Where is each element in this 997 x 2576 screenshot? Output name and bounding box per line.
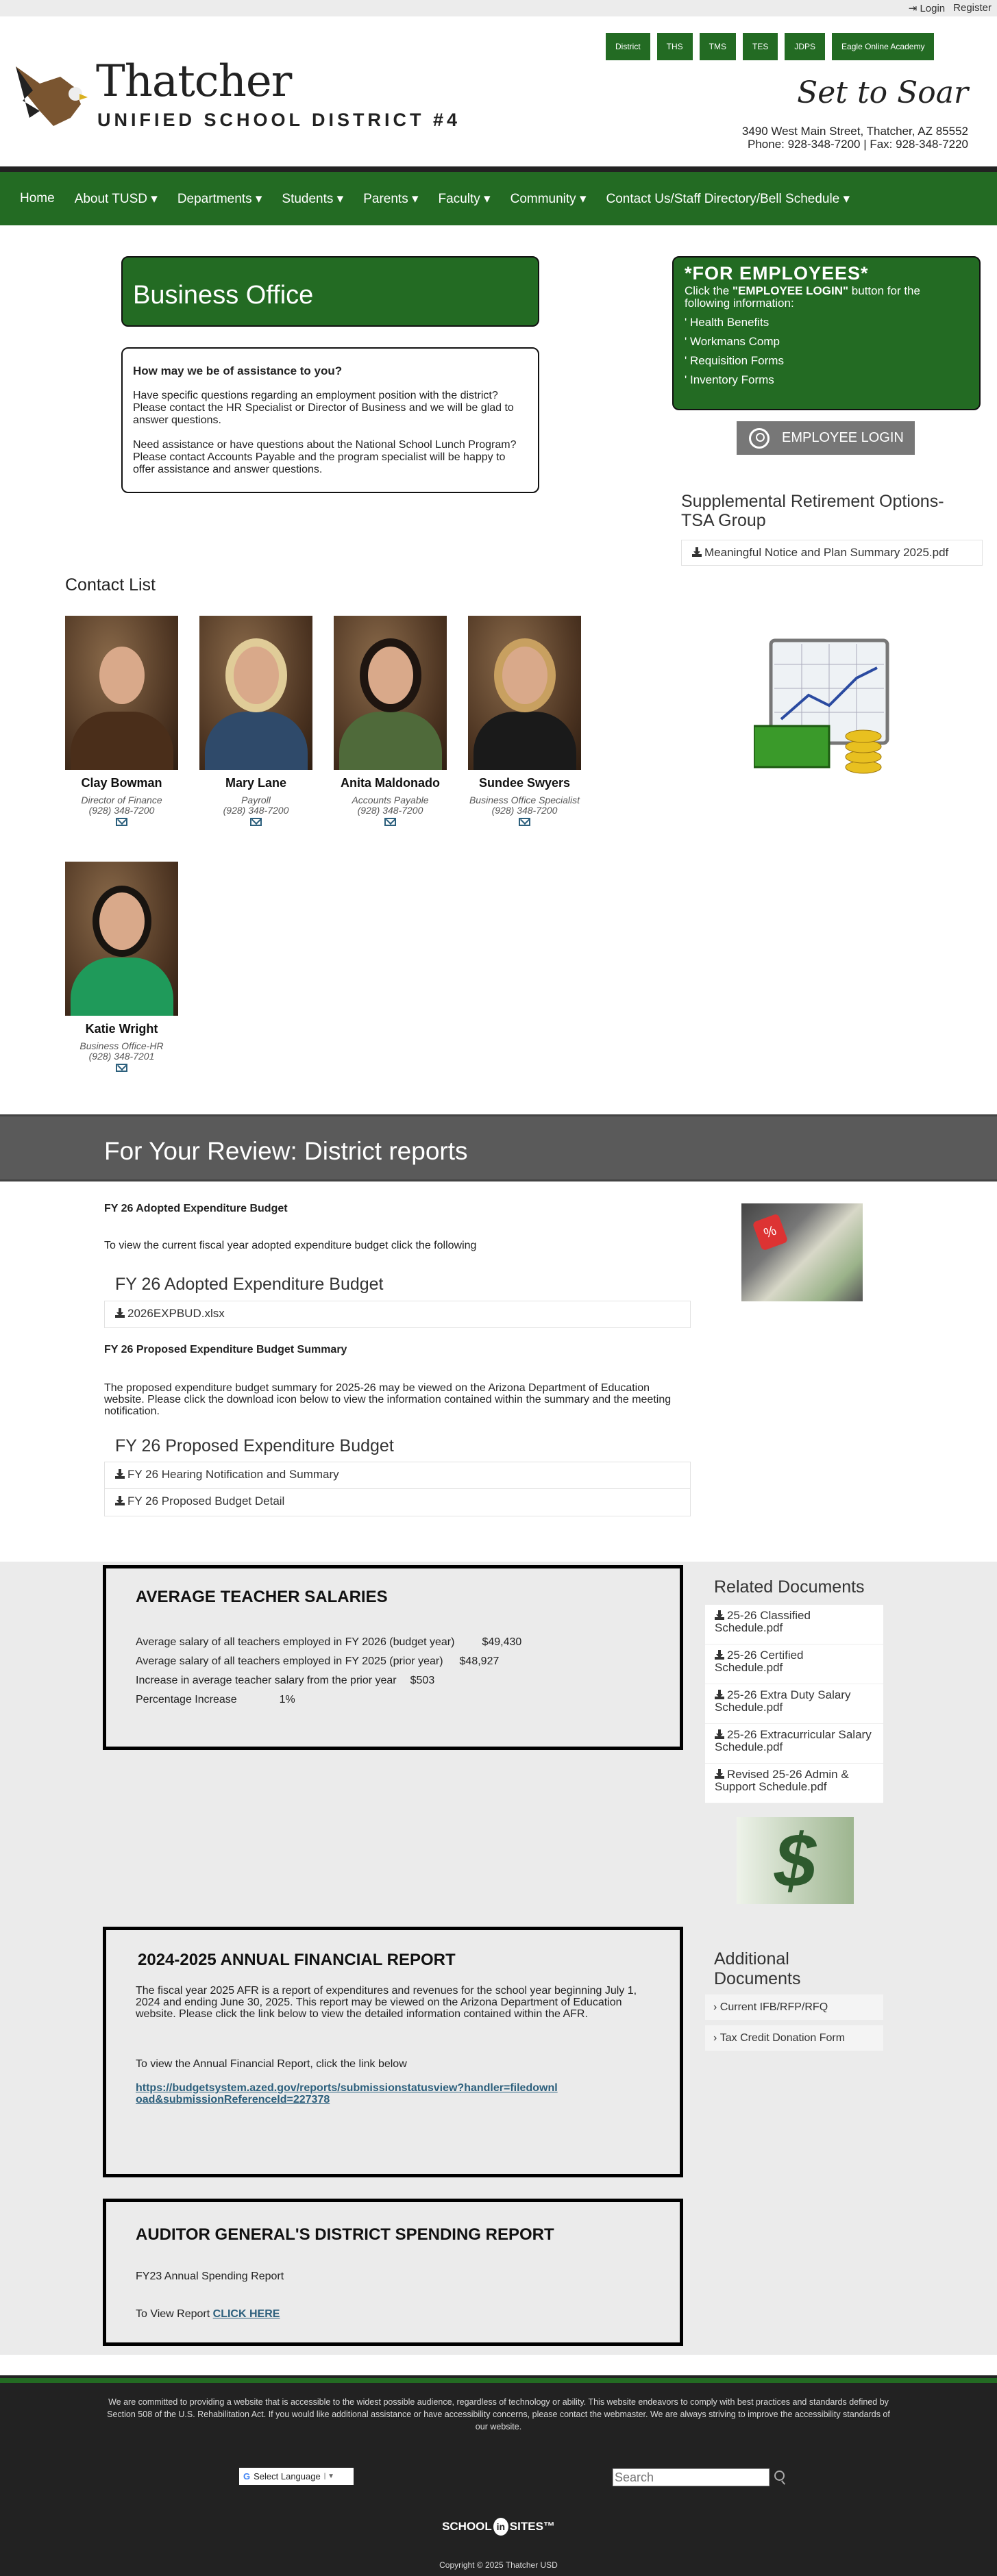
contact-card: [199, 616, 312, 829]
contact-role: Director of Finance: [81, 795, 162, 805]
contact-address: [742, 125, 968, 151]
afr-title: 2024-2025 ANNUAL FINANCIAL REPORT: [138, 1951, 456, 1969]
contact-phone: (928) 348-7201: [88, 1051, 155, 1062]
contact-name: Mary Lane: [225, 776, 287, 790]
salary-row: [136, 1652, 650, 1671]
doc-label: Current IFB/RFP/RFQ: [719, 2001, 828, 2013]
related-doc-link[interactable]: [705, 1605, 883, 1645]
employees-intro: [685, 285, 968, 310]
employee-item: ' Workmans Comp: [685, 335, 780, 348]
adopted-heading: FY 26 Adopted Expenditure Budget: [104, 1203, 288, 1214]
download-icon: [715, 1690, 724, 1699]
review-banner: [0, 1114, 997, 1181]
download-icon: [715, 1610, 724, 1620]
supplemental-section: [681, 492, 983, 566]
doc-label: FY 26 Proposed Budget Detail: [127, 1495, 285, 1508]
employees-title: *FOR EMPLOYEES*: [685, 263, 869, 284]
contact-role: Payroll: [241, 795, 271, 805]
budget-calculator-image: %: [741, 1203, 863, 1301]
salaries-box: [103, 1565, 683, 1750]
adopted-list-title: FY 26 Adopted Expenditure Budget: [115, 1275, 384, 1294]
school-button-eoa[interactable]: Eagle Online Academy: [832, 33, 934, 60]
footer-green-stripe: [0, 2378, 997, 2383]
doc-label: Revised 25-26 Admin & Support Schedule.pdf: [715, 1768, 849, 1793]
salary-value: $49,430: [482, 1636, 522, 1648]
employees-box: [672, 256, 981, 410]
doc-label: 25-26 Extra Duty Salary Schedule.pdf: [715, 1688, 851, 1714]
nav-home[interactable]: Home: [20, 191, 55, 205]
salary-label: Average salary of all teachers employed in FY 2026 (budget year): [136, 1636, 455, 1648]
supplemental-doc-link[interactable]: [681, 540, 983, 566]
salary-label: Increase in average teacher salary from the prior year: [136, 1675, 397, 1686]
additional-doc-link[interactable]: [705, 2025, 883, 2051]
language-label: Select Language: [254, 2471, 321, 2481]
finance-chart-illustration: [754, 637, 891, 781]
main-nav: [0, 172, 997, 225]
language-select[interactable]: [239, 2468, 354, 2485]
phone-fax: Phone: 928-348-7200 | Fax: 928-348-7220: [748, 138, 968, 151]
school-button-jdps[interactable]: JDPS: [785, 33, 825, 60]
related-doc-link[interactable]: [705, 1645, 883, 1684]
salaries-table: [136, 1633, 650, 1710]
employee-login-button[interactable]: [737, 421, 915, 455]
contact-photo: [199, 616, 312, 770]
accessibility-statement: We are committed to providing a website that is accessible to the widest possible audience, regardless of technology or ability. This website endeavors to comply with best practices and standards defined by Section 508 of the U.S. Rehabilitation Act. If you would like additional assistance or have accessibility concerns, please contact the webmaster. We are always striving to improve the accessibility standards of our website.: [107, 2397, 890, 2431]
related-doc-link[interactable]: [705, 1724, 883, 1764]
salary-row: [136, 1690, 650, 1710]
contact-phone: (928) 348-7200: [88, 805, 155, 816]
logo-title[interactable]: Thatcher: [96, 56, 292, 107]
dollar-sign-image: $: [737, 1817, 854, 1904]
slogan: Set to Soar: [797, 75, 968, 110]
salary-row: [136, 1671, 650, 1690]
afr-text: The fiscal year 2025 AFR is a report of expenditures and revenues for the school year beginning July 1, 2024 and ending June 30, 2025. This report may be viewed on the Arizona Department of Education website. Please click the link below to view the detailed information contained within the AFR.: [136, 1985, 637, 2020]
afr-report-link[interactable]: https://budgetsystem.azed.gov/reports/submissionstatusview?handler=filedownload&submissionReferenceId=227378: [136, 2082, 558, 2105]
contact-role: Business Office-HR: [79, 1040, 164, 1051]
contact-photo: [65, 616, 178, 770]
salary-label: Percentage Increase: [136, 1694, 237, 1705]
search-icon[interactable]: [774, 2471, 785, 2481]
search-input[interactable]: [613, 2468, 770, 2486]
contact-name: Sundee Swyers: [478, 776, 571, 790]
salary-value: $503: [410, 1675, 435, 1686]
employee-item: ' Requisition Forms: [685, 354, 784, 367]
email-icon[interactable]: [250, 818, 262, 826]
login-link[interactable]: ⇥ Login: [908, 3, 946, 14]
contact-list-title: Contact List: [65, 575, 156, 595]
email-icon[interactable]: [116, 1064, 127, 1072]
nav-community[interactable]: Community ▾: [510, 191, 587, 206]
dropdown-arrow-icon: | ▼: [323, 2473, 334, 2480]
doc-label: 25-26 Classified Schedule.pdf: [715, 1609, 811, 1634]
adopted-text: To view the current fiscal year adopted expenditure budget click the following: [104, 1240, 477, 1251]
contact-card: [334, 616, 447, 829]
adopted-doc-link[interactable]: [104, 1301, 691, 1328]
nav-faculty[interactable]: Faculty ▾: [438, 191, 491, 206]
related-doc-link[interactable]: [705, 1764, 883, 1803]
user-icon: [749, 428, 770, 449]
contact-phone: (928) 348-7200: [357, 805, 423, 816]
related-documents-title: Related Documents: [714, 1577, 865, 1597]
school-button-district[interactable]: District: [606, 33, 650, 60]
employee-login-label: EMPLOYEE LOGIN: [782, 430, 904, 445]
doc-label: FY 26 Hearing Notification and Summary: [127, 1468, 339, 1481]
doc-label: 25-26 Certified Schedule.pdf: [715, 1649, 804, 1674]
supplemental-title: Supplemental Retirement Options- TSA Group: [681, 492, 944, 530]
school-button-tes[interactable]: TES: [743, 33, 778, 60]
contact-card: [468, 616, 581, 829]
email-icon[interactable]: [519, 818, 530, 826]
contact-name: Anita Maldonado: [341, 776, 440, 790]
address: 3490 West Main Street, Thatcher, AZ 85552: [741, 125, 968, 138]
download-icon: [115, 1469, 125, 1479]
school-button-tms[interactable]: TMS: [700, 33, 736, 60]
contact-name: Clay Bowman: [81, 776, 162, 790]
proposed-text: The proposed expenditure budget summary for 2025-26 may be viewed on the Arizona Department of Education website. Please click the download icon below to view the information contained within the summary and the meeting notification.: [104, 1382, 672, 1417]
contact-name: Katie Wright: [85, 1022, 158, 1036]
page-title: Business Office: [133, 281, 314, 310]
email-icon[interactable]: [384, 818, 396, 826]
login-label: Login: [920, 3, 946, 14]
download-icon: [115, 1496, 125, 1505]
contact-card: [65, 616, 178, 829]
brand-mid: in: [493, 2518, 508, 2536]
assistance-text-1: Have specific questions regarding an employment position with the district? Please contact the HR Specialist or Director of Business and we will be glad to answer questions.: [133, 390, 514, 426]
logo-subtitle: UNIFIED SCHOOL DISTRICT #4: [97, 110, 461, 130]
download-icon: [115, 1308, 125, 1318]
contact-photo: [65, 862, 178, 1016]
proposed-doc-link[interactable]: [104, 1489, 691, 1516]
assistance-heading: How may we be of assistance to you?: [133, 364, 343, 377]
register-link[interactable]: Register: [953, 2, 992, 14]
employee-item: ' Health Benefits: [685, 316, 770, 329]
salary-value: $48,927: [459, 1655, 500, 1667]
salary-row: [136, 1633, 650, 1652]
account-links: [909, 2, 992, 14]
auditor-text: FY23 Annual Spending Report: [136, 2271, 284, 2282]
proposed-heading: FY 26 Proposed Expenditure Budget Summary: [104, 1344, 347, 1355]
contact-phone: (928) 348-7200: [223, 805, 289, 816]
salary-value: 1%: [279, 1694, 295, 1705]
employee-item: ' Inventory Forms: [685, 373, 774, 386]
adopted-section: [104, 1203, 691, 1516]
nav-departments[interactable]: Departments ▾: [177, 191, 262, 206]
contact-phone: (928) 348-7200: [491, 805, 558, 816]
review-title: For Your Review: District reports: [104, 1137, 468, 1165]
top-utility-bar: [0, 0, 997, 16]
afr-box: [103, 1927, 683, 2177]
nav-parents[interactable]: Parents ▾: [363, 191, 419, 206]
download-icon: [692, 547, 702, 557]
contact-role: Accounts Payable: [352, 795, 429, 805]
nav-about[interactable]: About TUSD ▾: [74, 191, 158, 206]
chevron-right-icon: ›: [713, 2032, 720, 2044]
brand-right: SITES™: [509, 2520, 555, 2533]
salaries-title: AVERAGE TEACHER SALARIES: [136, 1588, 388, 1606]
google-icon: G: [243, 2471, 251, 2481]
copyright: Copyright © 2025 Thatcher USD: [439, 2560, 558, 2570]
email-icon[interactable]: [116, 818, 127, 826]
download-icon: [715, 1769, 724, 1779]
intro-text-end: button for the following information:: [685, 284, 920, 310]
afr-link-intro: To view the Annual Financial Report, click the link below: [136, 2058, 407, 2070]
schoolinsites-logo[interactable]: [0, 2518, 997, 2536]
contact-photo: [334, 616, 447, 770]
nav-students[interactable]: Students ▾: [282, 191, 344, 206]
related-doc-link[interactable]: [705, 1684, 883, 1724]
view-label: To View Report: [136, 2308, 213, 2320]
nav-divider: [0, 166, 997, 172]
additional-documents-title: Additional Documents: [714, 1949, 801, 1988]
doc-label: Meaningful Notice and Plan Summary 2025.pdf: [704, 546, 949, 559]
brand-left: SCHOOL: [442, 2520, 492, 2533]
contact-role: Business Office Specialist: [469, 795, 580, 805]
auditor-title: AUDITOR GENERAL'S DISTRICT SPENDING REPORT: [136, 2225, 554, 2244]
school-button-ths[interactable]: THS: [657, 33, 693, 60]
doc-label: 25-26 Extracurricular Salary Schedule.pdf: [715, 1728, 872, 1753]
chevron-right-icon: ›: [713, 2001, 720, 2013]
download-icon: [715, 1650, 724, 1660]
assistance-box: [121, 347, 539, 493]
auditor-view: [136, 2308, 650, 2320]
intro-bold: "EMPLOYEE LOGIN": [732, 284, 849, 297]
proposed-doc-link[interactable]: [104, 1462, 691, 1489]
additional-doc-link[interactable]: [705, 1994, 883, 2020]
proposed-list-title: FY 26 Proposed Expenditure Budget: [115, 1436, 394, 1455]
auditor-click-here-link[interactable]: CLICK HERE: [212, 2308, 280, 2320]
contact-photo: [468, 616, 581, 770]
intro-text: Click the: [685, 284, 733, 297]
business-office-banner: [121, 256, 539, 327]
related-documents-list: [705, 1605, 883, 1803]
doc-label: 2026EXPBUD.xlsx: [127, 1307, 225, 1320]
doc-label: Tax Credit Donation Form: [719, 2032, 846, 2044]
download-icon: [715, 1729, 724, 1739]
auditor-box: [103, 2199, 683, 2346]
additional-documents-list: [705, 1994, 883, 2056]
eagle-logo-icon[interactable]: [12, 63, 91, 128]
nav-contact[interactable]: Contact Us/Staff Directory/Bell Schedule ▾: [606, 191, 850, 206]
contact-card: [65, 862, 178, 1075]
assistance-text-2: Need assistance or have questions about the National School Lunch Program? Please contact Accounts Payable and the program specialist will be happy to offer assistance and answer questions.: [133, 439, 517, 475]
salary-label: Average salary of all teachers employed in FY 2025 (prior year): [136, 1655, 443, 1667]
school-buttons: [606, 33, 934, 60]
